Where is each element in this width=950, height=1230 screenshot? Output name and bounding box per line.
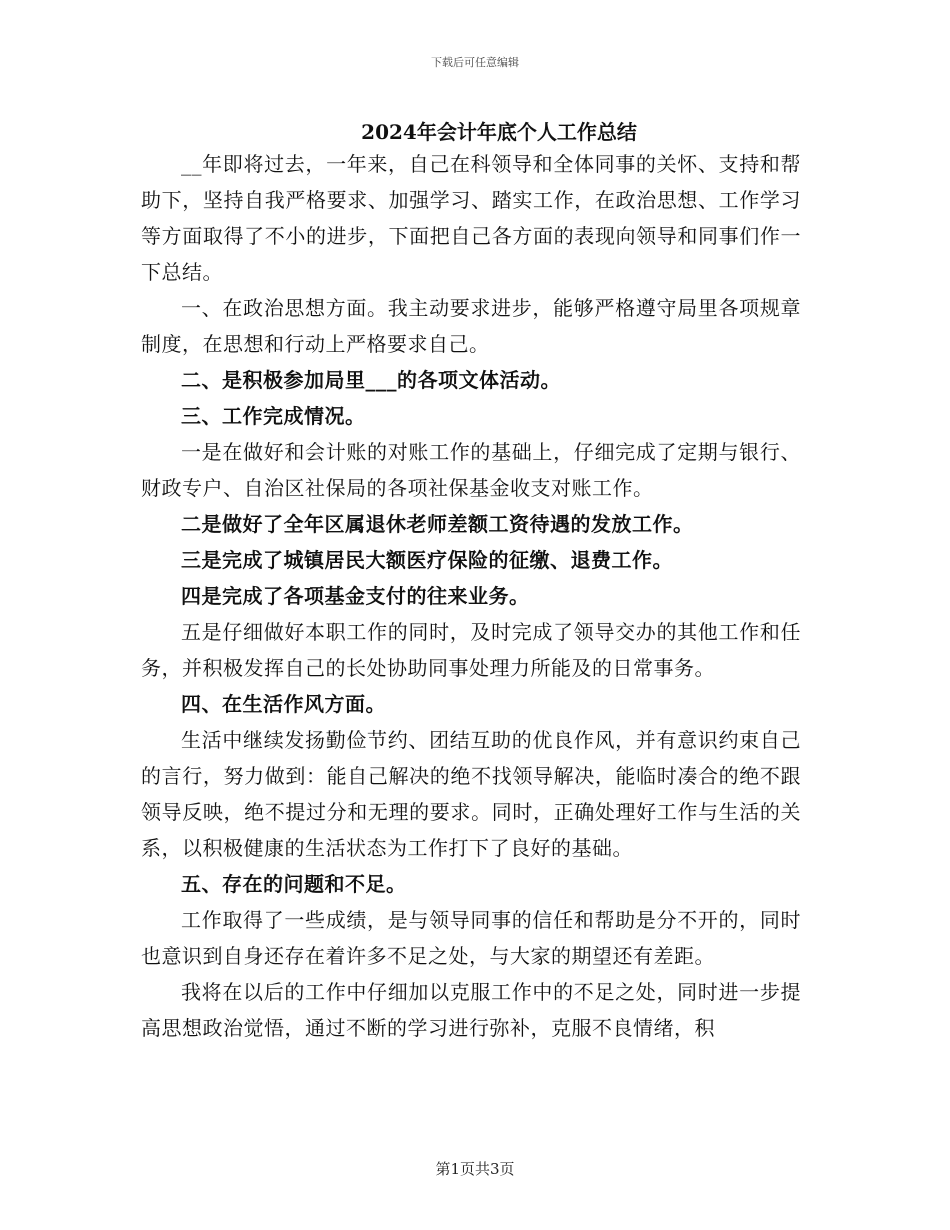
page-number: 第1页共3页 — [435, 1160, 515, 1178]
paragraph-section-1: 一、在政治思想方面。我主动要求进步，能够严格遵守局里各项规章制度，在思想和行动上严格要求自己。 — [141, 296, 801, 356]
paragraph-section-4-body: 生活中继续发扬勤俭节约、团结互助的优良作风，并有意识约束自己的言行，努力做到：能自己解决的绝不找领导解决，能临时凑合的绝不跟领导反映，绝不提过分和无理的要求。同时，正确处理好工作与生活的关系，以积极健康的生活状态为工作打下了良好的基础。 — [141, 728, 801, 860]
document-title: 2024年会计年底个人工作总结 — [361, 120, 637, 144]
header-note: 下载后可任意编辑 — [431, 56, 519, 69]
paragraph-section-2: 二、是积极参加局里___的各项文体活动。 — [181, 368, 561, 392]
paragraph-item-2: 二是做好了全年区属退休老师差额工资待遇的发放工作。 — [181, 512, 694, 536]
paragraph-section-4-heading: 四、在生活作风方面。 — [181, 692, 386, 716]
paragraph-closing: 我将在以后的工作中仔细加以克服工作中的不足之处，同时进一步提高思想政治觉悟，通过不断的学习进行弥补，克服不良情绪，积 — [141, 980, 801, 1040]
paragraph-section-3-heading: 三、工作完成情况。 — [181, 404, 366, 428]
paragraph-item-5: 五是仔细做好本职工作的同时，及时完成了领导交办的其他工作和任务，并积极发挥自己的长处协助同事处理力所能及的日常事务。 — [141, 620, 801, 680]
paragraph-item-1: 一是在做好和会计账的对账工作的基础上，仔细完成了定期与银行、财政专户、自治区社保局的各项社保基金收支对账工作。 — [141, 440, 801, 500]
paragraph-intro: __年即将过去，一年来，自己在科领导和全体同事的关怀、支持和帮助下，坚持自我严格要求、加强学习、踏实工作，在政治思想、工作学习等方面取得了不小的进步，下面把自己各方面的表现向领导和同事们作一下总结。 — [141, 152, 801, 284]
document-body — [141, 146, 801, 1046]
paragraph-section-5-heading: 五、存在的问题和不足。 — [181, 872, 407, 896]
paragraph-item-3: 三是完成了城镇居民大额医疗保险的征缴、退费工作。 — [181, 548, 673, 572]
paragraph-item-4: 四是完成了各项基金支付的往来业务。 — [181, 584, 530, 608]
paragraph-section-5-body: 工作取得了一些成绩，是与领导同事的信任和帮助是分不开的，同时也意识到自身还存在着许多不足之处，与大家的期望还有差距。 — [141, 908, 801, 968]
